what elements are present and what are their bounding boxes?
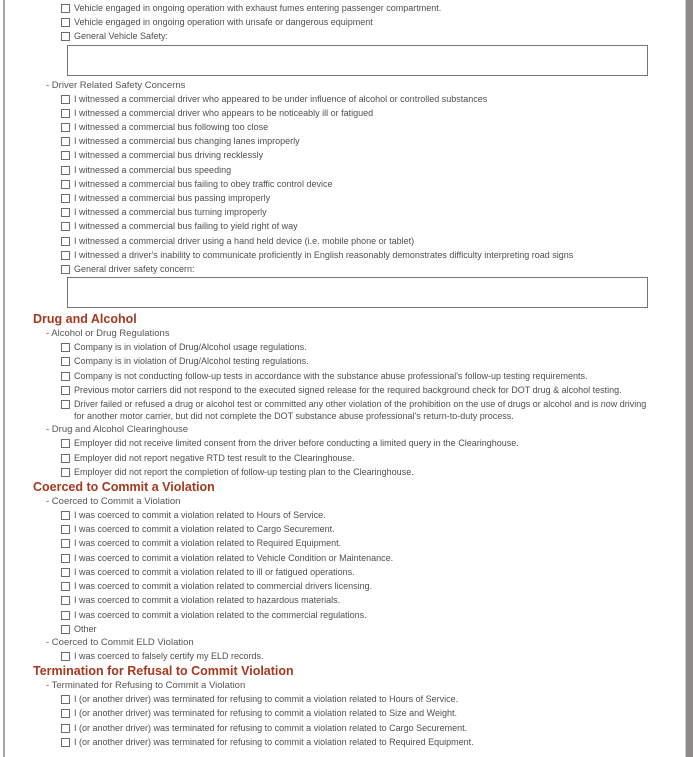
checkbox-label: Vehicle engaged in ongoing operation with unsafe or dangerous equipment <box>74 17 373 28</box>
checkbox[interactable] <box>61 724 70 733</box>
checkbox-label: Driver failed or refused a drug or alcohol test or committed any other violation of the prohibition on the use of drugs or alcohol and is now driving for another motor carrier, but did not complete the DOT substance abuse professional's return-to-duty process. <box>74 399 647 422</box>
checkbox[interactable] <box>61 454 70 463</box>
checkbox-row <box>61 149 684 161</box>
checkbox[interactable] <box>61 357 70 366</box>
checkbox-label: Employer did not report the completion of follow-up testing plan to the Clearinghouse. <box>74 466 414 477</box>
checkbox-row <box>61 466 684 478</box>
checkbox-row <box>61 437 684 449</box>
checkbox-row <box>61 220 684 232</box>
checkbox[interactable] <box>61 137 70 146</box>
checkbox-label: Other <box>74 623 97 634</box>
checkbox-label: General driver safety concern: <box>74 264 195 275</box>
checkbox[interactable] <box>61 468 70 477</box>
checkbox-label: Previous motor carriers did not respond to the executed signed release for the required background check for DOT drug & alcohol testing. <box>74 384 622 395</box>
checkbox-row <box>61 107 684 119</box>
checkbox[interactable] <box>61 539 70 548</box>
checkbox-row <box>61 537 684 549</box>
checkbox-row <box>61 384 684 396</box>
checkbox-label: I was coerced to commit a violation related to the commercial regulations. <box>74 609 367 620</box>
checkbox[interactable] <box>61 222 70 231</box>
checkbox-row <box>61 178 684 190</box>
checkbox[interactable] <box>61 596 70 605</box>
checkbox-label: I witnessed a commercial driver who appeared to be under influence of alcohol or controlled substances <box>74 93 488 104</box>
section-heading: Drug and Alcohol <box>33 312 137 327</box>
checkbox-row <box>61 650 684 662</box>
checkbox-row <box>61 509 684 521</box>
checkbox[interactable] <box>61 400 70 409</box>
scrollbar-thumb[interactable] <box>686 0 693 757</box>
checkbox-label: I witnessed a driver's inability to communicate proficiently in English reasonably demonstrates difficulty interpreting road signs <box>74 249 574 260</box>
checkbox-row <box>61 523 684 535</box>
checkbox[interactable] <box>61 343 70 352</box>
checkbox-label: I witnessed a commercial bus speeding <box>74 164 232 175</box>
checkbox[interactable] <box>61 525 70 534</box>
checkbox-row <box>61 135 684 147</box>
checkbox-row <box>61 121 684 133</box>
checkbox[interactable] <box>61 695 70 704</box>
checkbox-row <box>61 16 684 28</box>
checkbox-row <box>61 566 684 578</box>
checkbox-label: I was coerced to commit a violation related to ill or fatigued operations. <box>74 566 355 577</box>
checkbox[interactable] <box>61 4 70 13</box>
checkbox[interactable] <box>61 568 70 577</box>
checkbox-row <box>61 580 684 592</box>
checkbox-label: I witnessed a commercial driver who appears to be noticeably ill or fatigued <box>74 107 374 118</box>
group-subheader: - Terminated for Refusing to Commit a Violation <box>46 680 246 692</box>
checkbox-label: Employer did not receive limited consent from the driver before conducting a limited query in the Clearinghouse. <box>74 438 519 449</box>
checkbox-row <box>61 235 684 247</box>
checkbox[interactable] <box>61 738 70 747</box>
checkbox[interactable] <box>61 109 70 118</box>
checkbox-row <box>61 341 684 353</box>
checkbox-label: Vehicle engaged in ongoing operation with exhaust fumes entering passenger compartment. <box>74 3 442 13</box>
checkbox[interactable] <box>61 180 70 189</box>
checkbox-label: Company is in violation of Drug/Alcohol usage regulations. <box>74 342 307 353</box>
group-subheader: - Alcohol or Drug Regulations <box>46 328 170 340</box>
checkbox[interactable] <box>61 123 70 132</box>
checkbox-row <box>61 263 684 275</box>
checkbox-row <box>61 693 684 705</box>
checkbox[interactable] <box>61 554 70 563</box>
checkbox[interactable] <box>61 166 70 175</box>
checkbox-label: I (or another driver) was terminated for refusing to commit a violation related to Required Equipment. <box>74 736 474 747</box>
checkbox[interactable] <box>61 372 70 381</box>
group-subheader: - Coerced to Commit a Violation <box>46 496 181 508</box>
checkbox-label: General Vehicle Safety: <box>74 31 169 42</box>
checkbox-label: I was coerced to commit a violation related to Cargo Securement. <box>74 524 335 535</box>
checkbox-label: I was coerced to commit a violation related to commercial drivers licensing. <box>74 581 373 592</box>
checkbox-row <box>61 249 684 261</box>
checkbox-label: Employer did not report negative RTD test result to the Clearinghouse. <box>74 452 355 463</box>
checkbox-row <box>61 370 684 382</box>
checkbox-label: I was coerced to commit a violation related to Hours of Service. <box>74 510 326 521</box>
checkbox-row <box>61 736 684 748</box>
group-subheader: - Drug and Alcohol Clearinghouse <box>46 424 189 436</box>
checkbox-row <box>61 30 684 42</box>
checkbox-row <box>61 2 684 14</box>
checkbox-label: I witnessed a commercial driver using a hand held device (i.e. mobile phone or tablet) <box>74 235 415 246</box>
group-subheader: - Driver Related Safety Concerns <box>46 79 186 91</box>
checkbox[interactable] <box>61 625 70 634</box>
free-text-input[interactable] <box>67 45 648 76</box>
checkbox-label: I witnessed a commercial bus turning improperly <box>74 207 267 218</box>
checkbox-label: I (or another driver) was terminated for refusing to commit a violation related to Cargo Securement. <box>74 722 468 733</box>
free-text-input[interactable] <box>67 277 648 308</box>
checkbox[interactable] <box>61 237 70 246</box>
checkbox-row <box>61 355 684 367</box>
checkbox[interactable] <box>61 265 70 274</box>
checkbox[interactable] <box>61 709 70 718</box>
checkbox[interactable] <box>61 194 70 203</box>
checkbox[interactable] <box>61 511 70 520</box>
group-subheader: - Coerced to Commit ELD Violation <box>46 636 194 648</box>
checkbox-label: I witnessed a commercial bus failing to yield right of way <box>74 221 298 232</box>
checkbox-row <box>61 623 684 635</box>
checkbox-row <box>61 722 684 734</box>
checkbox[interactable] <box>61 151 70 160</box>
section-heading: Coerced to Commit a Violation <box>33 480 215 495</box>
checkbox-label: Company is in violation of Drug/Alcohol testing regulations. <box>74 356 309 367</box>
section-heading: Termination for Refusal to Commit Violation <box>33 664 294 679</box>
checkbox-row <box>61 206 684 218</box>
checkbox-label: I (or another driver) was terminated for refusing to commit a violation related to Size and Weight. <box>74 708 458 719</box>
vertical-scrollbar[interactable] <box>685 0 693 757</box>
checkbox[interactable] <box>61 439 70 448</box>
checkbox-label: Company is not conducting follow-up tests in accordance with the substance abuse professional's follow-up testing requirements. <box>74 370 588 381</box>
checkbox[interactable] <box>61 18 70 27</box>
checkbox-row <box>61 164 684 176</box>
checkbox-label: I witnessed a commercial bus passing improperly <box>74 193 271 204</box>
checkbox-label: I witnessed a commercial bus failing to obey traffic control device <box>74 178 333 189</box>
checkbox-label: I was coerced to commit a violation related to Required Equipment. <box>74 538 342 549</box>
checkbox-label: I was coerced to commit a violation related to Vehicle Condition or Maintenance. <box>74 552 394 563</box>
checkbox[interactable] <box>61 95 70 104</box>
checkbox[interactable] <box>61 652 70 661</box>
checkbox-row <box>61 594 684 606</box>
checkbox-label: I witnessed a commercial bus driving recklessly <box>74 150 264 161</box>
checkbox-label: I was coerced to commit a violation related to hazardous materials. <box>74 595 341 606</box>
checkbox-label: I witnessed a commercial bus changing lanes improperly <box>74 136 300 147</box>
checkbox-row <box>61 398 684 422</box>
checkbox[interactable] <box>61 251 70 260</box>
checkbox-row <box>61 707 684 719</box>
checkbox-label: I was coerced to falsely certify my ELD records. <box>74 650 264 661</box>
checkbox-label: I witnessed a commercial bus following too close <box>74 122 269 133</box>
checkbox-row <box>61 452 684 464</box>
checkbox[interactable] <box>61 208 70 217</box>
checkbox-row <box>61 609 684 621</box>
checkbox[interactable] <box>61 386 70 395</box>
checkbox-label: I (or another driver) was terminated for refusing to commit a violation related to Hours of Service. <box>74 694 459 705</box>
checkbox[interactable] <box>61 611 70 620</box>
checkbox-row <box>61 192 684 204</box>
checkbox[interactable] <box>61 32 70 41</box>
checkbox[interactable] <box>61 582 70 591</box>
checkbox-row <box>61 93 684 105</box>
checkbox-row <box>61 552 684 564</box>
